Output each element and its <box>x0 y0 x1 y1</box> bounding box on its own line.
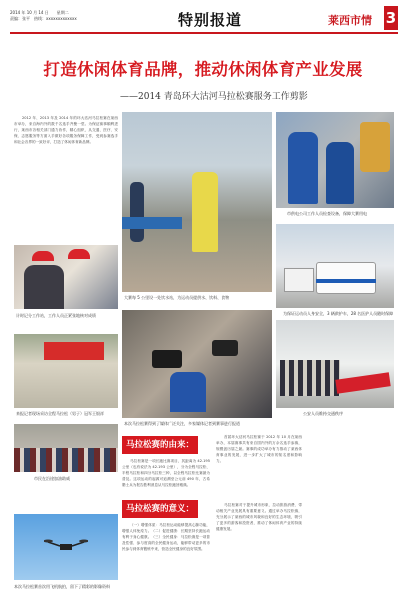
page-header <box>10 6 398 34</box>
section-origin-title: 马拉松赛的由来： <box>122 436 198 454</box>
photo-timing-station <box>14 245 118 309</box>
section-origin-text-2: 首届环大沽河马拉松赛于 2012 年 10 月在莱西举办，本届赛事共有来自国内外的万余名选手参赛，规模创历届之最。赛事的成功举办有力推动了莱西体育事业的发展，进一步扩大了城市的知名度和影响力。 <box>216 435 302 463</box>
header-editor: 责编：张平 热线：xxxxxxxxxxxxx <box>10 16 77 21</box>
intro-article: 2012 年、2013 年及 2014 年的环大沽河马拉松赛在莱西市举办，来自海内外的数千名选手齐聚一堂。为保证赛事顺利进行，莱西市各相关部门通力协作，精心组织，从交通、医疗、安保、志愿服务等方面入手做好各项服务保障工作，受到参赛选手和社会各界的一致好评，打造了休闲体育新品牌。 <box>14 116 118 144</box>
header-date: 2014 年 10 月 14 日 星期二 <box>10 10 69 15</box>
section-origin-text: 马拉松赛是一项长跑比赛项目，其距离为 42.195 公里（也有说法为 42.193 公里），分为全程马拉松、半程马拉松和四分马拉松三种，以全程马拉松比赛最为普及。这项运动的起源可追溯至公元前 490 年，古希腊士兵为报告胜利消息从马拉松跑回雅典。 <box>122 459 210 487</box>
photo-spectators <box>14 424 118 472</box>
column-name: 莱西市情 <box>328 14 372 27</box>
caption-timing-station: 计时记分工作站，工作人员正紧张地核对成绩 <box>16 313 96 318</box>
photo-water-station <box>122 112 272 292</box>
header-meta <box>10 10 77 22</box>
caption-press: 本次马拉松赛得到了媒体广泛关注，多家媒体记者到赛事进行报道 <box>124 421 240 426</box>
section-meaning-text-2: 马拉松赛对于提升城市形象、拉动旅游消费、带动相关产业发展具有重要意义。通过举办马拉松赛，充分展示了莱西的城市风貌和良好的生态环境，吸引了更多的游客和投资者，推动了休闲体育产业的持续健康发展。 <box>216 503 302 531</box>
photo-interview <box>14 334 118 408</box>
caption-spectators: 市民在沿途加油助威 <box>34 476 70 481</box>
section-title: 特别报道 <box>178 11 243 29</box>
section-meaning-text: （一）增强体质：马拉松运动能够提高心肺功能，增强人体免疫力。（二）促进健康：长期坚持长跑运动有利于身心健康。（三）全民健身：马拉松赛是一项普及性强、参与度高的全民健身运动，能够带动更多的市民参与到体育锻炼中来，营造全民健身的良好氛围。 <box>122 523 210 551</box>
caption-police: 公安人员维持交通秩序 <box>303 411 343 416</box>
caption-interview: 来报记者现场采访全程马拉松（男子）冠军王银祥 <box>16 411 104 416</box>
caption-drone: 本次马拉松赛首次用飞机航拍，留下了精彩的影像资料 <box>14 584 110 589</box>
photo-police <box>276 320 394 408</box>
photo-ambulances <box>276 224 394 308</box>
section-meaning-title: 马拉松赛的意义： <box>122 500 198 518</box>
headline: 打造休闲体育品牌，推动休闲体育产业发展 <box>43 60 363 79</box>
drone-icon <box>44 536 88 556</box>
caption-ambulances: 为保证运动员人身安全，3 辆救护车，28 名医护人员随时保障 <box>283 311 394 316</box>
caption-power-check: 市供电公司工作人员检查设备，保障大赛用电 <box>287 211 367 216</box>
caption-water-station: 大赛每 5 公里设一处饮水站，为运动员提供水、饮料、食物 <box>124 295 230 300</box>
photo-drone <box>14 514 118 580</box>
photo-power-check <box>276 112 394 208</box>
page-number: 3 <box>384 6 398 30</box>
photo-press <box>122 310 272 418</box>
subheadline: ——2014 青岛环大沽河马拉松赛服务工作剪影 <box>120 92 308 102</box>
